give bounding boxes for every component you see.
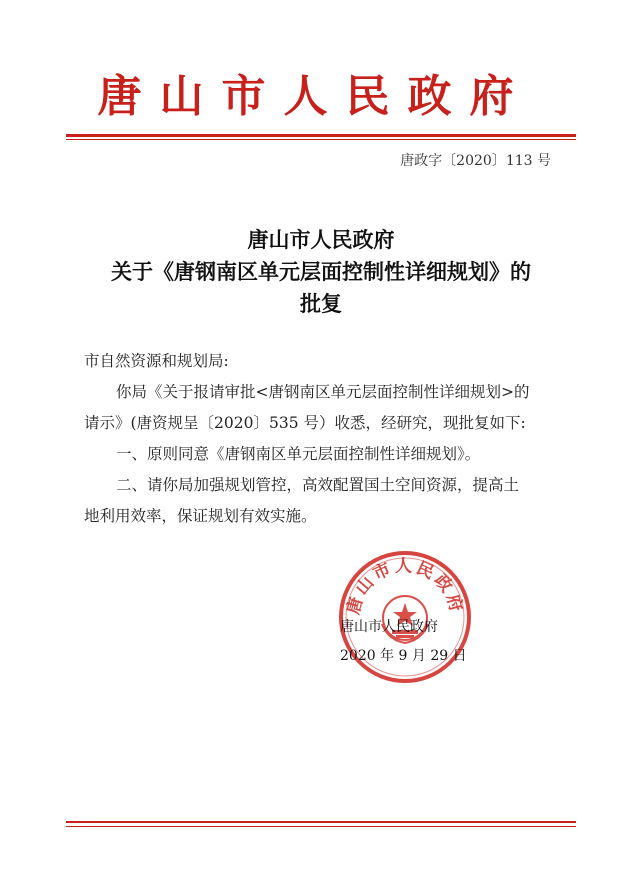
header-rule-thick — [66, 134, 576, 137]
footer-rule-thick — [66, 821, 576, 823]
document-number: 唐政字〔2020〕113 号 — [400, 153, 551, 169]
issuer-header: 唐山市人民政府 — [97, 71, 532, 122]
addressee: 市自然资源和规划局: — [84, 352, 229, 370]
footer-rule-thin — [66, 826, 576, 827]
title-line-3: 批复 — [300, 292, 342, 316]
signature-date: 2020 年 9 月 29 日 — [340, 648, 467, 664]
header-rule-thin — [66, 139, 576, 140]
item-1: 一、原则同意《唐钢南区单元层面控制性详细规划》。 — [116, 445, 481, 463]
title-line-1: 唐山市人民政府 — [247, 228, 395, 252]
item-2-line-1: 二、请你局加强规划管控，高效配置国土空间资源，提高土 — [116, 476, 520, 494]
paragraph-1-line-2: 请示》(唐资规呈〔2020〕535 号）收悉，经研究，现批复如下: — [84, 414, 526, 432]
item-2-line-2: 地利用效率，保证规划有效实施。 — [84, 507, 317, 525]
seal-text: 唐山市人民政府 — [343, 556, 467, 617]
signature-organization: 唐山市人民政府 — [340, 619, 438, 635]
title-line-2: 关于《唐钢南区单元层面控制性详细规划》的 — [111, 260, 531, 284]
paragraph-1-line-1: 你局《关于报请审批<唐钢南区单元层面控制性详细规划>的 — [116, 383, 530, 401]
